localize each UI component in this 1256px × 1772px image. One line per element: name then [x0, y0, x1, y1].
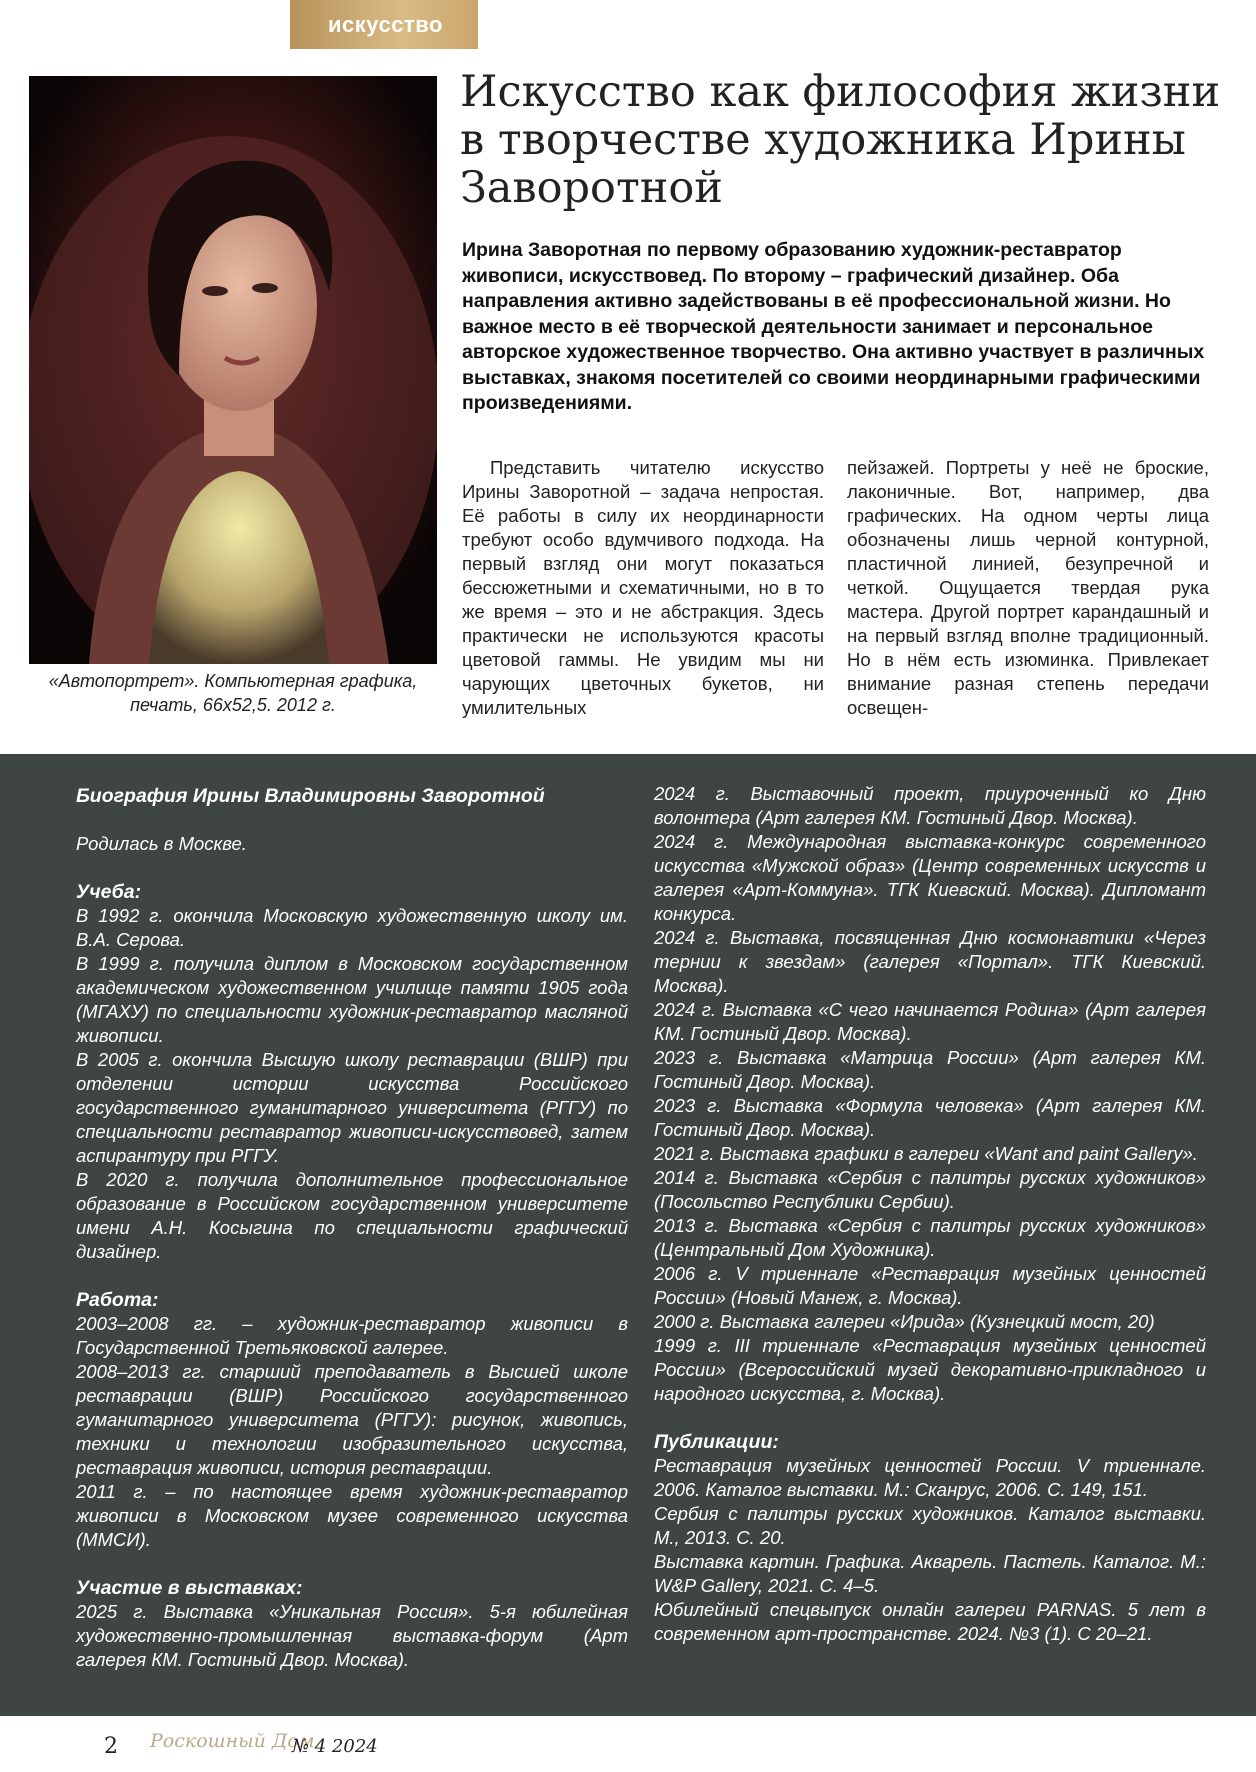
- work-item: 2003–2008 гг. – художник-реставратор живописи в Государственной Третьяковской галерее.: [76, 1313, 628, 1358]
- exhibition-item: 2023 г. Выставка «Матрица России» (Арт галерея КМ. Гостиный Двор. Москва).: [654, 1047, 1206, 1092]
- self-portrait-image: [29, 76, 437, 664]
- publication-item: Сербия с палитры русских художников. Каталог выставки. М., 2013. С. 20.: [654, 1503, 1206, 1548]
- article-lead: Ирина Заворотная по первому образованию художник-реставратор живописи, искусствовед. По второму – графический дизайнер. Оба направления активно задействованы в её профессиональной жизни. Но важное место в её творческой деятельности занимает и персональное авторское художественное творчество. Она активно участвует в различных выставках, знакомя посетителей со своими неординарными графическими произведениями.: [462, 239, 1205, 414]
- exhibition-item: 2024 г. Выставка «С чего начинается Родина» (Арт галерея КМ. Гостиный Двор. Москва).: [654, 999, 1206, 1044]
- work-item: 2008–2013 гг. старший преподаватель в Высшей школе реставрации (ВШР) Российского государственного гуманитарного университета (РГГУ): рисунок, живопись, техники и технологии изобразительного искусства, реставрация живописи, история реставрации.: [76, 1361, 628, 1478]
- exhibition-item: 2025 г. Выставка «Уникальная Россия». 5-я юбилейная художественно-промышленная выставка-форум (Арт галерея КМ. Гостиный Двор. Москва).: [76, 1601, 628, 1670]
- publication-item: Выставка картин. Графика. Акварель. Пастель. Каталог. М.: W&P Gallery, 2021. С. 4–5.: [654, 1551, 1206, 1596]
- exhibition-item: 2024 г. Выставка, посвященная Дню космонавтики «Через тернии к звездам» (галерея «Портал». ТГК Киевский. Москва).: [654, 927, 1206, 996]
- section-label: искусство: [328, 12, 443, 37]
- exhibition-item: 2014 г. Выставка «Сербия с палитры русских художников» (Посольство Республики Сербии).: [654, 1167, 1206, 1212]
- exhibition-item: 2024 г. Международная выставка-конкурс современного искусства «Мужской образ» (Центр современных искусств и галерея «Арт-Коммуна». ТГК Киевский. Москва). Дипломант конкурса.: [654, 831, 1206, 924]
- study-item: В 2005 г. окончила Высшую школу реставрации (ВШР) при отделении истории искусства Российского государственного гуманитарного университета (РГГУ) по специальности реставратор живописи-искусствовед, затем аспирантуру при РГГУ.: [76, 1049, 628, 1166]
- exhibition-item: 2023 г. Выставка «Формула человека» (Арт галерея КМ. Гостиный Двор. Москва).: [654, 1095, 1206, 1140]
- publications-heading: Публикации:: [654, 1431, 779, 1453]
- page-number: 2: [104, 1734, 118, 1759]
- article-title: Искусство как философия жизни в творчестве художника Ирины Заворотной: [460, 67, 1221, 213]
- work-heading: Работа:: [76, 1289, 159, 1311]
- exhibition-item: 2024 г. Выставочный проект, приуроченный ко Дню волонтера (Арт галерея КМ. Гостиный Двор. Москва).: [654, 783, 1206, 828]
- exhibition-item: 2013 г. Выставка «Сербия с палитры русских художников» (Центральный Дом Художника).: [654, 1215, 1206, 1260]
- exhibition-item: 1999 г. III триеннале «Реставрация музейных ценностей России» (Всероссийский музей декоративно-прикладного и народного искусства, г. Москва).: [654, 1335, 1206, 1404]
- exhibition-item: 2006 г. V триеннале «Реставрация музейных ценностей России» (Новый Манеж, г. Москва).: [654, 1263, 1206, 1308]
- article-column-1: Представить читателю искусство Ирины Заворотной – задача непростая. Её работы в силу их неординарности требуют особо вдумчивого подхода. На первый взгляд они могут показаться бессюжетными и схематичными, но в то же время – это и не абстракция. Здесь практически не используются красоты цветовой гаммы. Не увидим мы ни чарующих цветочных букетов, ни умилительных: [462, 457, 824, 718]
- study-item: В 1992 г. окончила Московскую художественную школу им. В.А. Серова.: [76, 905, 628, 950]
- article-column-2: пейзажей. Портреты у неё не броские, лаконичные. Вот, например, два графических. На одном черты лица обозначены лишь черной контурной, пластичной линией, безупречной и четкой. Ощущается твердая рука мастера. Другой портрет карандашный и на первый взгляд вполне традиционный. Но в нём есть изюминка. Привлекает внимание разная степень передачи освещен-: [847, 457, 1209, 718]
- magazine-logo: Роскошный Дом: [150, 1730, 315, 1752]
- study-item: В 2020 г. получила дополнительное профессиональное образование в Российском государственном университете имени А.Н. Косыгина по специальности графический дизайнер.: [76, 1169, 628, 1262]
- exhibition-item: 2021 г. Выставка графики в галереи «Want and paint Gallery».: [654, 1143, 1198, 1164]
- study-heading: Учеба:: [76, 881, 142, 903]
- study-item: В 1999 г. получила диплом в Московском государственном академическом художественном училище памяти 1905 года (МГАХУ) по специальности художник-реставратор масляной живописи.: [76, 953, 628, 1046]
- exhibitions-heading: Участие в выставках:: [76, 1577, 303, 1599]
- section-tab: [290, 0, 478, 49]
- issue-number: № 4 2024: [292, 1736, 378, 1757]
- biography-left-column: [76, 784, 628, 1672]
- born-text: Родилась в Москве.: [76, 833, 247, 854]
- work-item: 2011 г. – по настоящее время художник-реставратор живописи в Московском музее современного искусства (ММСИ).: [76, 1481, 628, 1550]
- image-caption: «Автопортрет». Компьютерная графика, печать, 66х52,5. 2012 г.: [48, 671, 418, 715]
- exhibition-item: 2000 г. Выставка галереи «Ирида» (Кузнецкий мост, 20): [654, 1311, 1155, 1332]
- publication-item: Юбилейный спецвыпуск онлайн галереи PARNAS. 5 лет в современном арт-пространстве. 2024. №3 (1). С 20–21.: [654, 1599, 1206, 1644]
- biography-title: Биография Ирины Владимировны Заворотной: [76, 785, 545, 807]
- biography-right-column: [654, 782, 1206, 1646]
- publication-item: Реставрация музейных ценностей России. V триеннале. 2006. Каталог выставки. М.: Сканрус, 2006. С. 149, 151.: [654, 1455, 1206, 1500]
